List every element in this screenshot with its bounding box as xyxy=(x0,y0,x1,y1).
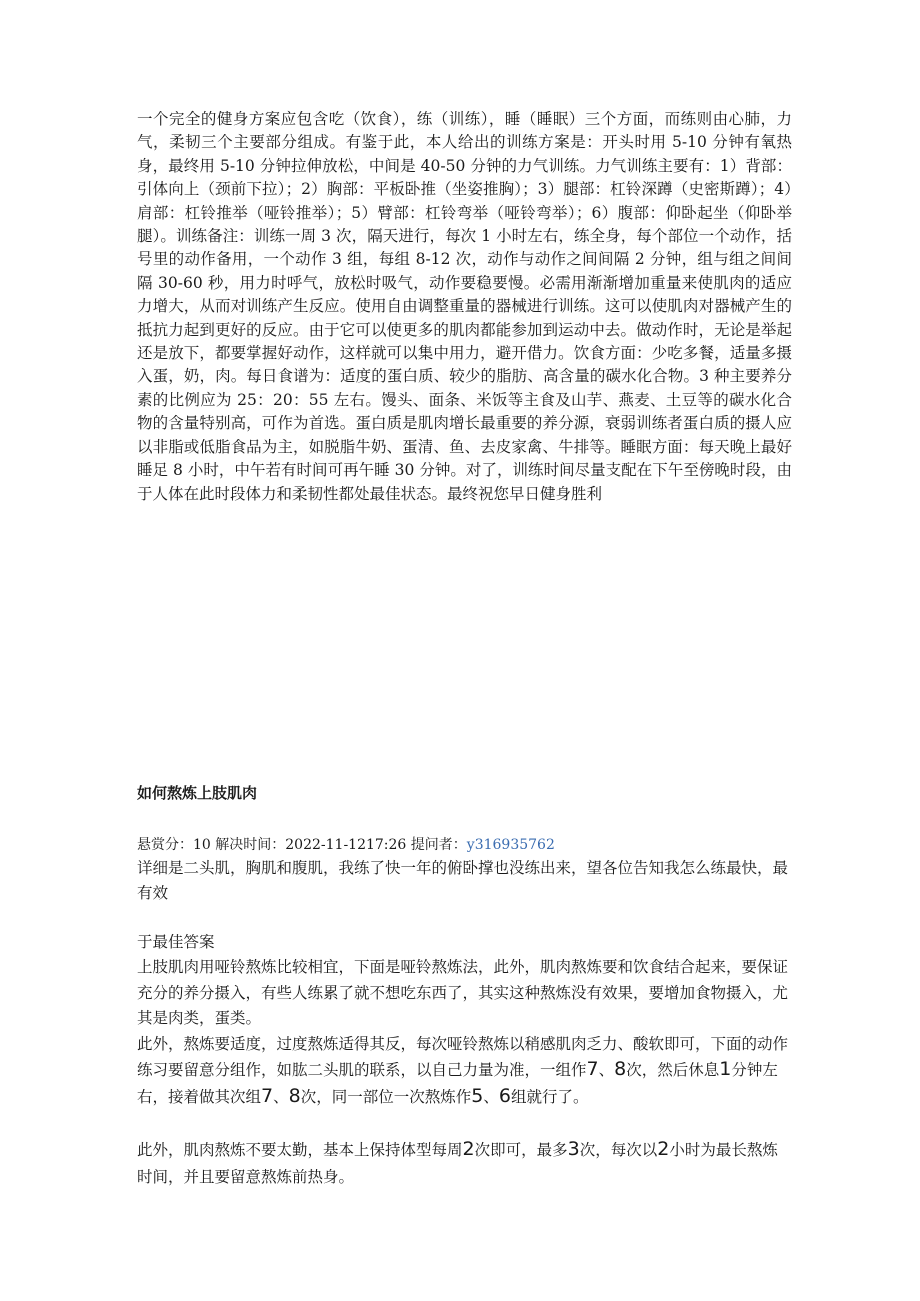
question-detail: 详细是二头肌，胸肌和腹肌，我练了快一年的俯卧撑也没练出来，望各位告知我怎么练最快，最有效 xyxy=(137,859,789,902)
question-title: 如何熬炼上肢肌肉 xyxy=(137,784,258,802)
question-meta xyxy=(137,834,555,856)
intro-paragraph: 一个完全的健身方案应包含吃（饮食），练（训练），睡（睡眠）三个方面，而练则由心肺，力气，柔韧三个主要部分组成。有鉴于此，本人给出的训练方案是：开头时用 5-10 分钟有氧热身，最终用 5-10 分钟拉伸放松，中间是 40-50 分钟的力气训练。力气训练主要有：1）背部：引体向上（颈前下拉）；2）胸部：平板卧推（坐姿推胸）；3）腿部：杠铃深蹲（史密斯蹲）；4）肩部：杠铃推举（哑铃推举）；5）臂部：杠铃弯举（哑铃弯举）；6）腹部：仰卧起坐（仰卧举腿）。训练备注：训练一周 3 次，隔天进行，每次 1 小时左右，练全身，每个部位一个动作，括号里的动作备用，一个动作 3 组，每组 8-12 次，动作与动作之间间隔 2 分钟，组与组之间间隔 30-60 秒，用力时呼气，放松时吸气，动作要稳要慢。必需用渐渐增加重量来使肌肉的适应力增大，从而对训练产生反应。使用自由调整重量的器械进行训练。这可以使肌肉对器械产生的抵抗力起到更好的反应。由于它可以使更多的肌肉都能参加到运动中去。做动作时，无论是举起还是放下，都要掌握好动作，这样就可以集中用力，避开借力。饮食方面：少吃多餐，适量多摄入蛋，奶，肉。每日食谱为：适度的蛋白质、较少的脂肪、高含量的碳水化合物。3 种主要养分素的比例应为 25：20：55 左右。馒头、面条、米饭等主食及山芋、燕麦、土豆等的碳水化合物的含量特别高，可作为首选。蛋白质是肌肉增长最重要的养分源，衰弱训练者蛋白质的摄人应以非脂或低脂食品为主，如脱脂牛奶、蛋清、鱼、去皮家禽、牛排等。睡眠方面：每天晚上最好睡足 8 小时，中午若有时间可再午睡 30 分钟。对了，训练时间尽量支配在下午至傍晚时段，由于人体在此时段体力和柔韧性都处最佳状态。最终祝您早日健身胜利 xyxy=(137,110,792,503)
question-meta-prefix: 悬赏分：10 解决时间：2022-11-1217:26 提问者： xyxy=(137,837,467,853)
intro-section xyxy=(137,108,792,506)
answer-paragraph-2: 此外，熬炼要适度，过度熬炼适得其反，每次哑铃熬炼以稍感肌肉乏力、酸软即可，下面的动作练习要留意分组作，如肱二头肌的联系，以自己力量为准，一组作7、8次，然后休息1分钟左右，接着做其次组7、8次，同一部位一次熬炼作5、6组就行了。 xyxy=(137,1034,789,1107)
best-answer-body xyxy=(137,955,792,1110)
answer-paragraph-1: 上肢肌肉用哑铃熬炼比较相宜，下面是哑铃熬炼法，此外，肌肉熬炼要和饮食结合起来，要保证充分的养分摄入，有些人练累了就不想吃东西了，其实这种熬炼没有效果，要增加食物摄入，尤其是肉类，蛋类。 xyxy=(137,958,789,1027)
answer-paragraph-3: 此外，肌肉熬炼不要太勤，基本上保持体型每周2次即可，最多3次，每次以2小时为最长熬炼时间，并且要留意熬炼前热身。 xyxy=(137,1138,778,1186)
asker-link[interactable]: y316935762 xyxy=(466,837,555,853)
best-answer-label: 于最佳答案 xyxy=(137,933,215,951)
